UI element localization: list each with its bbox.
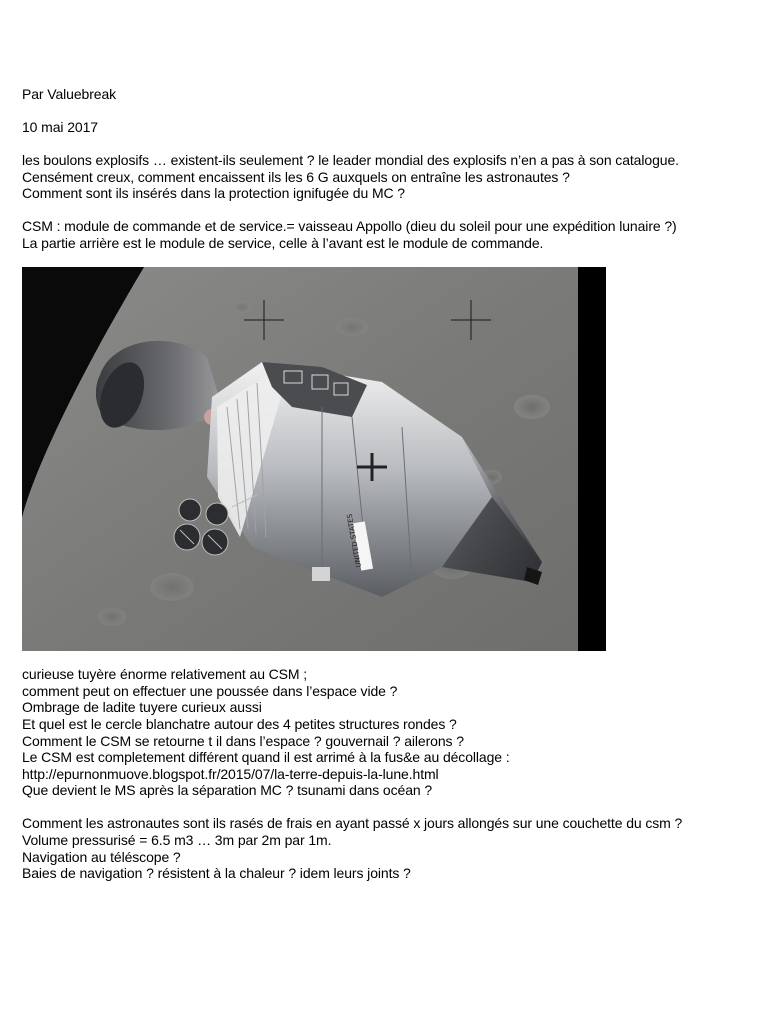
question-line-8: Que devient le MS après la séparation MC ? tsunami dans océan ? [22,782,433,798]
question-line-2: comment peut on effectuer une poussée dans l’espace vide ? [22,683,398,699]
question-line-5: Comment le CSM se retourne t il dans l’espace ? gouvernail ? ailerons ? [22,733,464,749]
csm-line-2: La partie arrière est le module de service, celle à l’avant est le module de commande. [22,235,544,251]
final-line-2: Volume pressurisé = 6.5 m3 … 3m par 2m par 1m. [22,832,332,848]
intro-line-2: Censément creux, comment encaissent ils les 6 G auxquels on entraîne les astronautes ? [22,169,570,185]
question-line-3: Ombrage de ladite tuyere curieux aussi [22,699,262,715]
intro-line-1: les boulons explosifs … existent-ils seulement ? le leader mondial des explosifs n’en a pas à son catalogue. [22,152,679,168]
apollo-csm-photo [22,267,606,651]
csm-line-1: CSM : module de commande et de service.= vaisseau Appollo (dieu du soleil pour une expédition lunaire ?) [22,218,677,234]
question-line-6: Le CSM est completement différent quand il est arrimé à la fus&e au décollage : [22,749,510,765]
final-line-1: Comment les astronautes sont ils rasés de frais en ayant passé x jours allongés sur une couchette du csm ? [22,815,683,831]
source-link[interactable]: http://epurnonmuove.blogspot.fr/2015/07/la-terre-depuis-la-lune.html [22,766,439,782]
intro-line-3: Comment sont ils insérés dans la protection ignifugée du MC ? [22,185,405,201]
author-line: Par Valuebreak [22,86,117,102]
final-line-3: Navigation au téléscope ? [22,849,181,865]
date-line: 10 mai 2017 [22,119,98,135]
question-line-1: curieuse tuyère énorme relativement au CSM ; [22,666,308,682]
question-line-4: Et quel est le cercle blanchatre autour des 4 petites structures rondes ? [22,716,457,732]
hull-lettering: UNITED STATES [345,513,363,569]
final-line-4: Baies de navigation ? résistent à la chaleur ? idem leurs joints ? [22,865,411,881]
